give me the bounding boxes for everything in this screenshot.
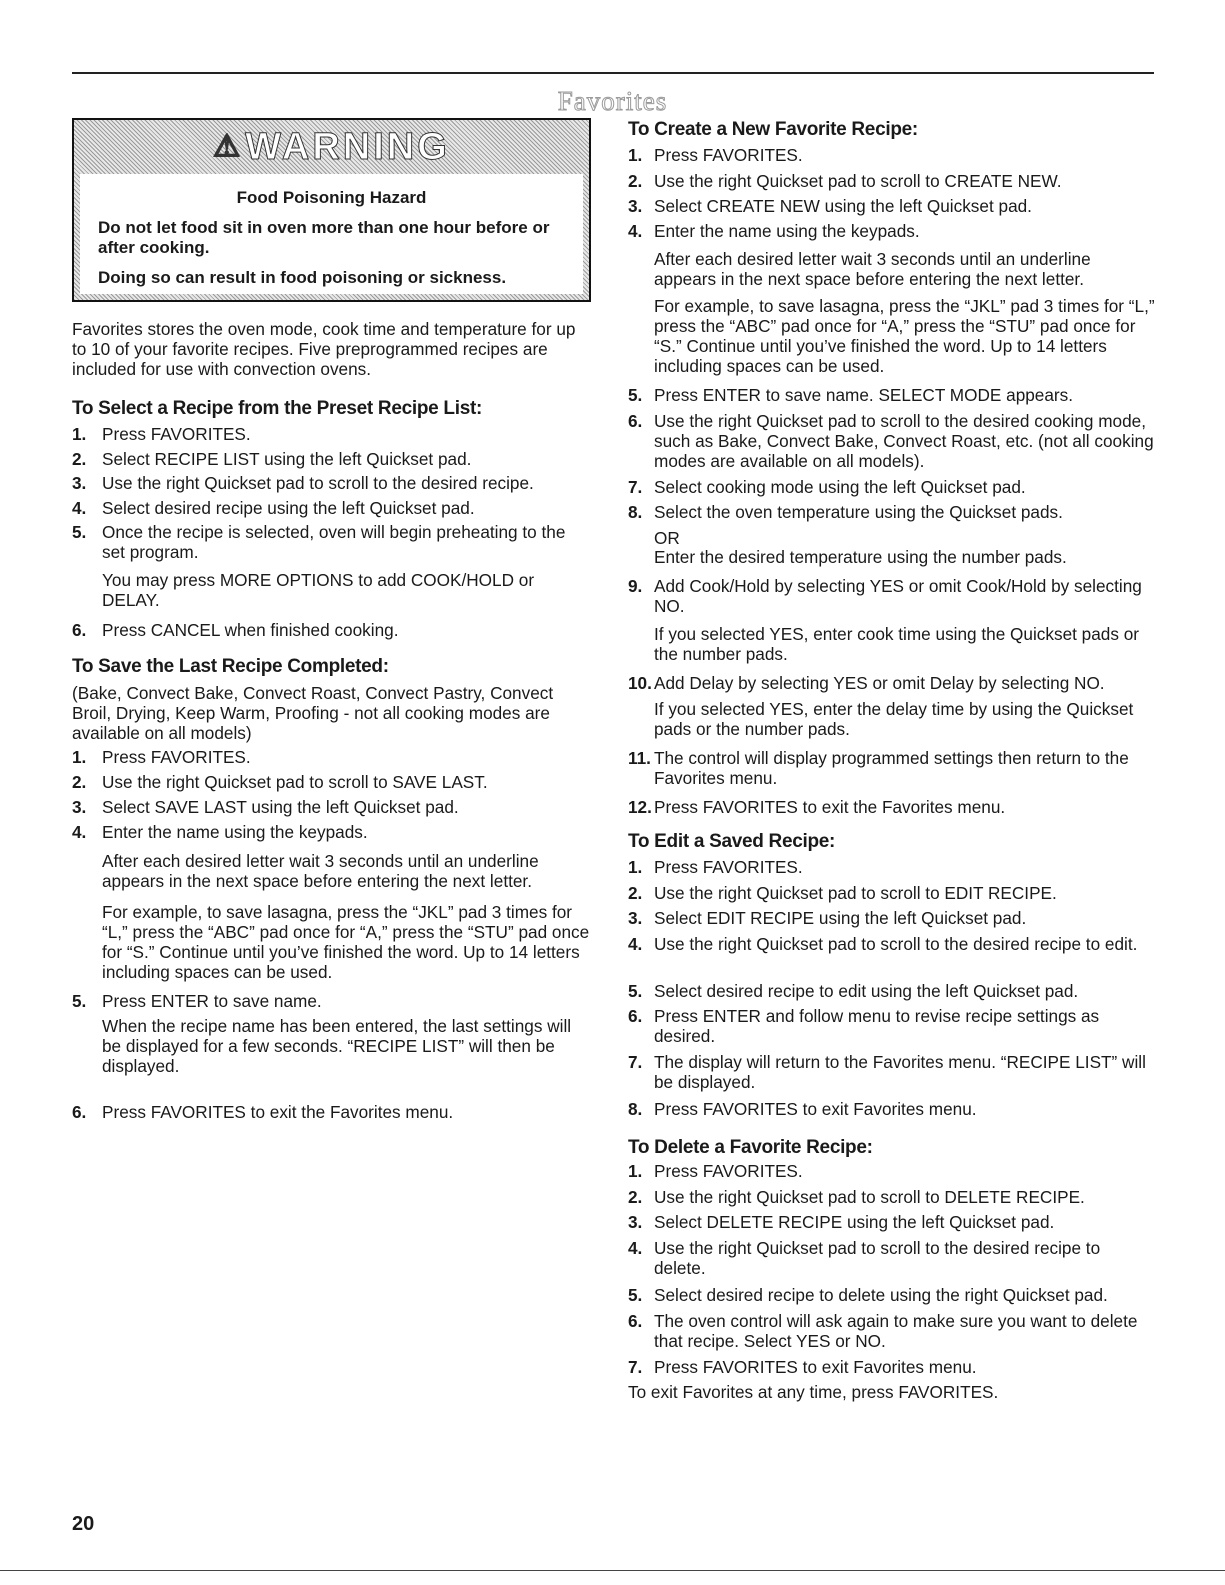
create-recipe-heading: To Create a New Favorite Recipe:: [628, 119, 918, 140]
warning-hazard: Food Poisoning Hazard: [236, 188, 427, 207]
warning-line-1: Do not let food sit in oven more than one hour before or after cooking.: [98, 218, 550, 257]
page-number: 20: [72, 1513, 95, 1535]
select-recipe-heading: To Select a Recipe from the Preset Recipe List:: [72, 398, 483, 419]
top-rule: [72, 72, 1154, 74]
intro-paragraph: Favorites stores the oven mode, cook time and temperature for up to 10 of your favorite recipes. Five preprogrammed recipes are included for use with convection ovens.: [72, 319, 576, 379]
warning-box: [72, 118, 591, 302]
warning-header: [74, 120, 589, 172]
save-last-note: (Bake, Convect Bake, Convect Roast, Convect Pastry, Convect Broil, Drying, Keep Warm, Proofing - not all cooking modes are available on all models): [72, 683, 554, 743]
save-last-heading: To Save the Last Recipe Completed:: [72, 656, 389, 677]
warning-title: WARNING: [245, 126, 450, 168]
delete-recipe-heading: To Delete a Favorite Recipe:: [628, 1137, 873, 1158]
exit-footer-note: To exit Favorites at any time, press FAVORITES.: [628, 1382, 999, 1402]
page-title: Favorites: [557, 86, 668, 116]
edit-recipe-heading: To Edit a Saved Recipe:: [628, 831, 836, 852]
warning-body: [80, 174, 583, 294]
bottom-rule: [0, 1570, 1225, 1571]
warning-line-2: Doing so can result in food poisoning or sickness.: [98, 268, 507, 287]
warning-triangle-icon: ⚠: [213, 130, 244, 163]
